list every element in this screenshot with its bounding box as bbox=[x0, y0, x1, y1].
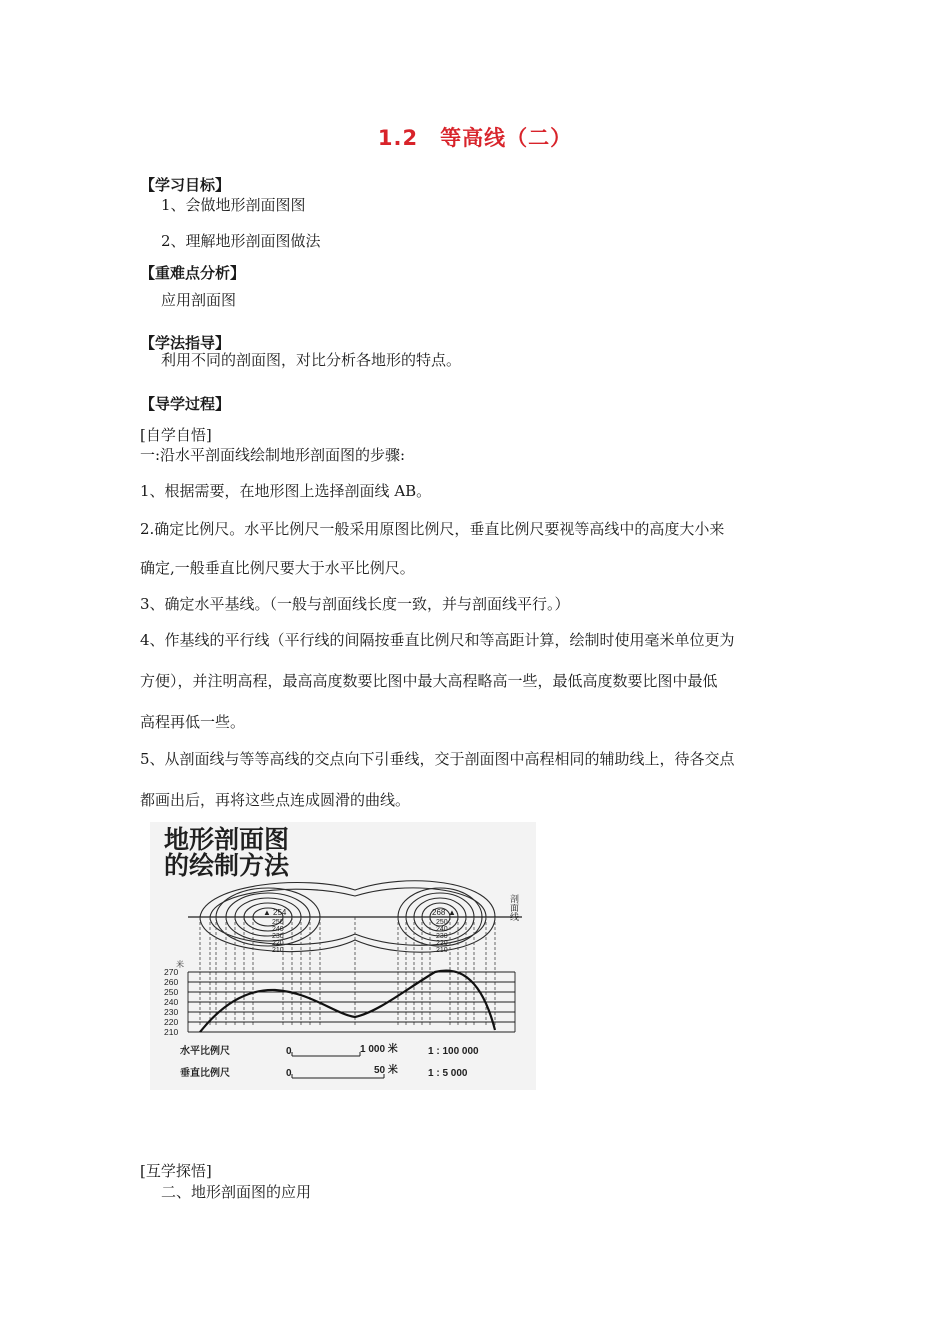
y-tick-label: 240 bbox=[164, 997, 179, 1007]
vertical-scale-ratio: 1 : 5 000 bbox=[428, 1068, 468, 1079]
contour-label: 220 bbox=[436, 940, 448, 947]
peak-label: 268 bbox=[432, 908, 446, 917]
application-heading: 二、地形剖面图的应用 bbox=[161, 1183, 312, 1201]
step-2-continued: 确定,一般垂直比例尺要大于水平比例尺。 bbox=[140, 559, 415, 577]
method-heading: 【学法指导】 bbox=[140, 334, 231, 352]
peak-marker-icon: ▲ bbox=[448, 908, 456, 917]
y-axis-unit: 米 bbox=[176, 960, 184, 969]
contour-label: 210 bbox=[272, 947, 284, 954]
peak-label: 254 bbox=[273, 908, 287, 917]
step-4-continued: 高程再低一些。 bbox=[140, 713, 246, 731]
vertical-scale-zero: 0 bbox=[286, 1068, 292, 1079]
step-3: 3、确定水平基线。（一般与剖面线长度一致，并与剖面线平行。） bbox=[140, 595, 570, 613]
vertical-scale-label: 垂直比例尺 bbox=[180, 1068, 230, 1079]
peak-marker-icon: ▲ bbox=[263, 908, 271, 917]
step-5-continued: 都画出后，再将这些点连成圆滑的曲线。 bbox=[140, 791, 411, 809]
contour-label: 210 bbox=[436, 947, 448, 954]
step-2: 2.确定比例尺。水平比例尺一般采用原图比例尺，垂直比例尺要视等高线中的高度大小来 bbox=[140, 520, 725, 538]
step-4-continued: 方便），并注明高程，最高高度数要比图中最大高程略高一些，最低高度数要比图中最低 bbox=[140, 672, 718, 690]
step-4: 4、作基线的平行线（平行线的间隔按垂直比例尺和等高距计算，绘制时使用毫米单位更为 bbox=[140, 631, 735, 649]
y-tick-label: 270 bbox=[164, 967, 179, 977]
contour-label: 220 bbox=[272, 940, 284, 947]
key-points-heading: 【重难点分析】 bbox=[140, 264, 246, 282]
profile-drawing-figure bbox=[150, 822, 536, 1090]
objectives-heading: 【学习目标】 bbox=[140, 176, 231, 194]
objective-item: 2、理解地形剖面图做法 bbox=[161, 232, 321, 250]
objective-item: 1、会做地形剖面图图 bbox=[161, 196, 306, 214]
horizontal-scale-label: 水平比例尺 bbox=[180, 1046, 230, 1057]
y-tick-label: 260 bbox=[164, 977, 179, 987]
figure-subtitle: 的绘制方法 bbox=[164, 852, 290, 880]
key-points-text: 应用剖面图 bbox=[161, 291, 237, 309]
contour-label: 230 bbox=[436, 933, 448, 940]
y-tick-label: 250 bbox=[164, 987, 179, 997]
step-1: 1、根据需要，在地形图上选择剖面线 AB。 bbox=[140, 482, 432, 500]
contour-label: 230 bbox=[272, 933, 284, 940]
y-tick-label: 230 bbox=[164, 1007, 179, 1017]
scale-bars bbox=[292, 1052, 384, 1078]
page-title: 1.2 等高线（二） bbox=[377, 126, 573, 150]
method-text: 利用不同的剖面图，对比分析各地形的特点。 bbox=[161, 351, 462, 369]
contour-label: 250 bbox=[272, 919, 284, 926]
y-tick-label: 220 bbox=[164, 1017, 179, 1027]
self-study-heading: [自学自悟] bbox=[140, 426, 212, 444]
figure-title: 地形剖面图 bbox=[164, 826, 290, 854]
contour-label: 250 bbox=[436, 919, 448, 926]
steps-intro: 一:沿水平剖面线绘制地形剖面图的步骤: bbox=[140, 446, 406, 464]
horizontal-scale-end: 1 000 米 bbox=[360, 1044, 398, 1055]
contour-label: 240 bbox=[436, 926, 448, 933]
process-heading: 【导学过程】 bbox=[140, 395, 231, 413]
vertical-scale-end: 50 米 bbox=[374, 1065, 398, 1076]
horizontal-scale-zero: 0 bbox=[286, 1046, 292, 1057]
step-5: 5、从剖面线与等等高线的交点向下引垂线，交于剖面图中高程相同的辅助线上，待各交点 bbox=[140, 750, 735, 768]
contour-label: 240 bbox=[272, 926, 284, 933]
profile-line-label: 剖面线 bbox=[509, 894, 519, 921]
y-tick-label: 210 bbox=[164, 1027, 179, 1037]
mutual-study-heading: [互学探悟] bbox=[140, 1162, 212, 1180]
horizontal-scale-ratio: 1 : 100 000 bbox=[428, 1046, 479, 1057]
